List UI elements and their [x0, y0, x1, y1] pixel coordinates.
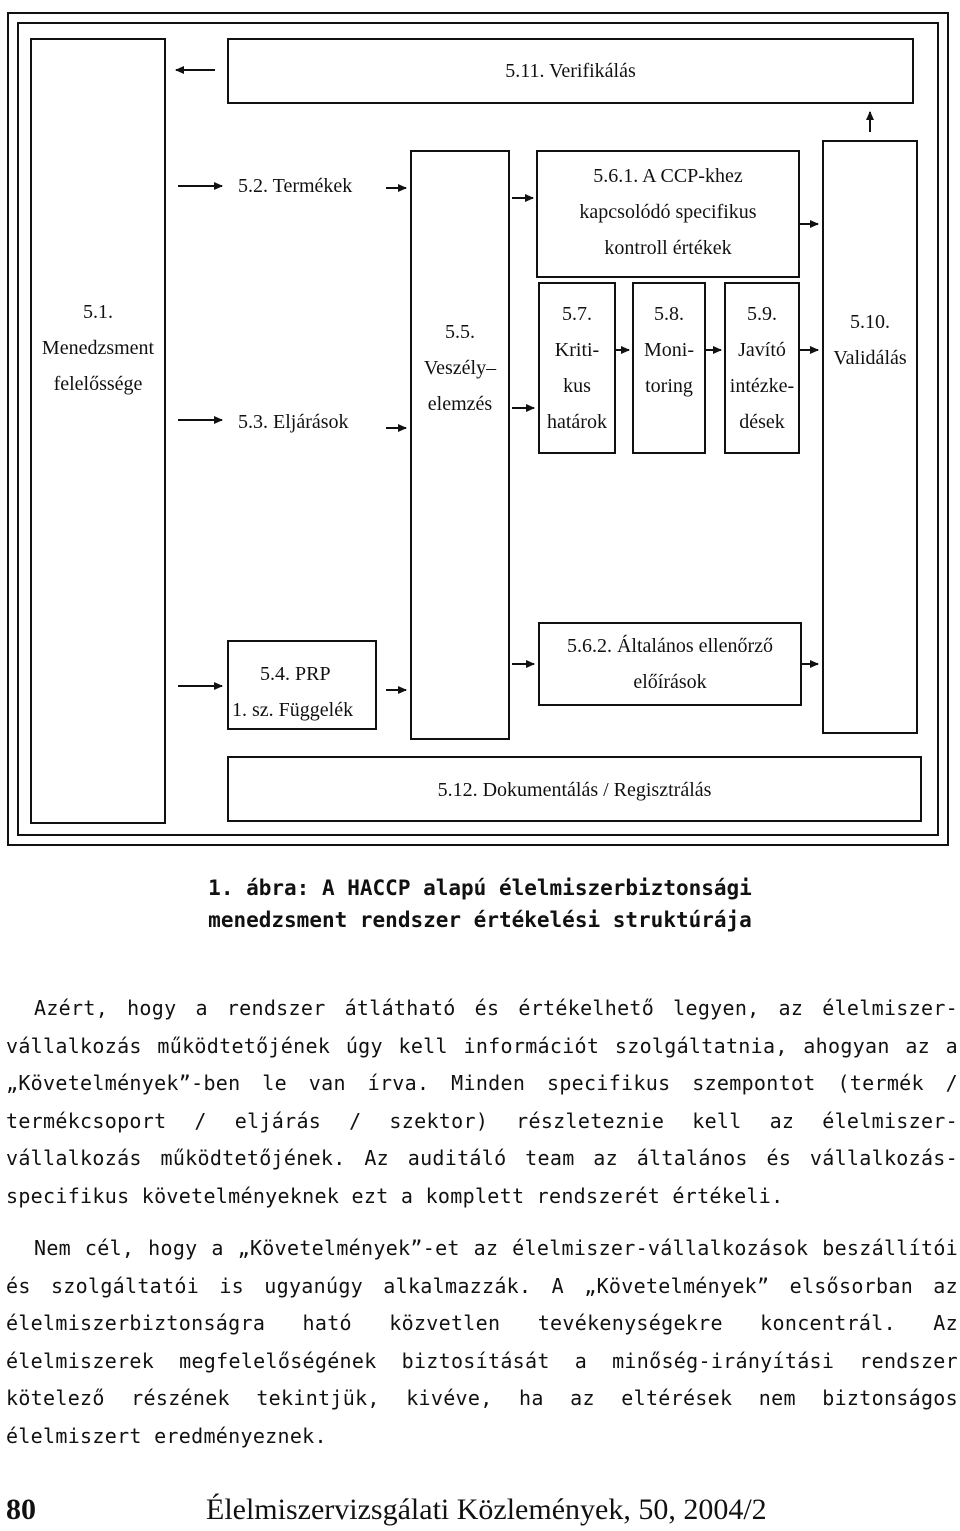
label-ccp-3: kontroll értékek	[604, 237, 732, 259]
page-number: 80	[6, 1493, 36, 1526]
label-menedzsment-3: felelőssége	[53, 373, 143, 395]
label-monitoring-1: 5.8.	[654, 303, 684, 325]
label-menedzsment-2: Menedzsment	[41, 337, 155, 359]
label-kritikus-1: 5.7.	[562, 303, 592, 325]
figure-caption-line-1: 1. ábra: A HACCP alapú élelmiszerbiztonsági	[208, 876, 752, 900]
label-prp-1: 5.4. PRP	[260, 663, 331, 685]
label-javito-4: dések	[739, 411, 785, 433]
label-javito-3: intézke-	[729, 375, 795, 397]
figure-caption-line-2: menedzsment rendszer értékelési struktúrája	[208, 908, 752, 932]
label-kritikus-4: határok	[547, 411, 607, 433]
label-veszelyelemzes-1: 5.5.	[445, 321, 475, 343]
label-validalas-2: Validálás	[833, 347, 907, 369]
label-veszelyelemzes-2: Veszély–	[423, 357, 497, 379]
body-paragraph-2: Nem cél, hogy a „Követelmények”-et az élelmiszer-vállalkozások beszállítói és szolgáltatói is ugyanúgy alkalmazzák. A „Követelmények” elsősorban az élelmiszerbiztonságra ható közvetlen tevékenységekre koncentrál. Az élelmiszerek megfelelőségének biztosítását a minőség-irányítási rendszer kötelező részének tekintjük, kivéve, ha az eltérések nem biztonságos élelmiszert eredményeznek.	[6, 1236, 958, 1448]
label-termekek: 5.2. Termékek	[238, 175, 353, 197]
label-altalanos-2: előírások	[633, 671, 707, 693]
label-menedzsment-1: 5.1.	[83, 301, 113, 323]
label-ccp-1: 5.6.1. A CCP-khez	[593, 165, 743, 187]
label-dokumentalas: 5.12. Dokumentálás / Regisztrálás	[437, 779, 712, 801]
label-monitoring-2: Moni-	[644, 339, 694, 361]
label-ccp-2: kapcsolódó specifikus	[579, 201, 757, 223]
label-validalas-1: 5.10.	[850, 311, 890, 333]
label-kritikus-2: Kriti-	[554, 339, 600, 361]
journal-citation: Élelmiszervizsgálati Közlemények, 50, 2004/2	[206, 1493, 767, 1526]
label-altalanos-1: 5.6.2. Általános ellenőrző	[566, 635, 774, 657]
label-veszelyelemzes-3: elemzés	[427, 393, 493, 415]
body-paragraph-1: Azért, hogy a rendszer átlátható és értékelhető legyen, az élelmiszer-vállalkozás működtetőjének úgy kell információt szolgáltatnia, ahogyan az a „Követelmények”-ben le van írva. Minden specifikus szempontot (termék / termékcsoport / eljárás / szektor) részleteznie kell az élelmiszer-vállalkozás működtetőjének. Az auditáló team az általános és vállalkozás-specifikus követelményeknek ezt a komplett rendszerét értékeli.	[6, 996, 958, 1208]
label-eljarasok: 5.3. Eljárások	[238, 411, 349, 433]
label-kritikus-3: kus	[563, 375, 591, 397]
label-javito-1: 5.9.	[747, 303, 777, 325]
label-verifikalas: 5.11. Verifikálás	[505, 60, 636, 82]
label-prp-2: 1. sz. Függelék	[232, 699, 354, 721]
label-javito-2: Javító	[738, 339, 786, 361]
label-monitoring-3: toring	[645, 375, 693, 397]
